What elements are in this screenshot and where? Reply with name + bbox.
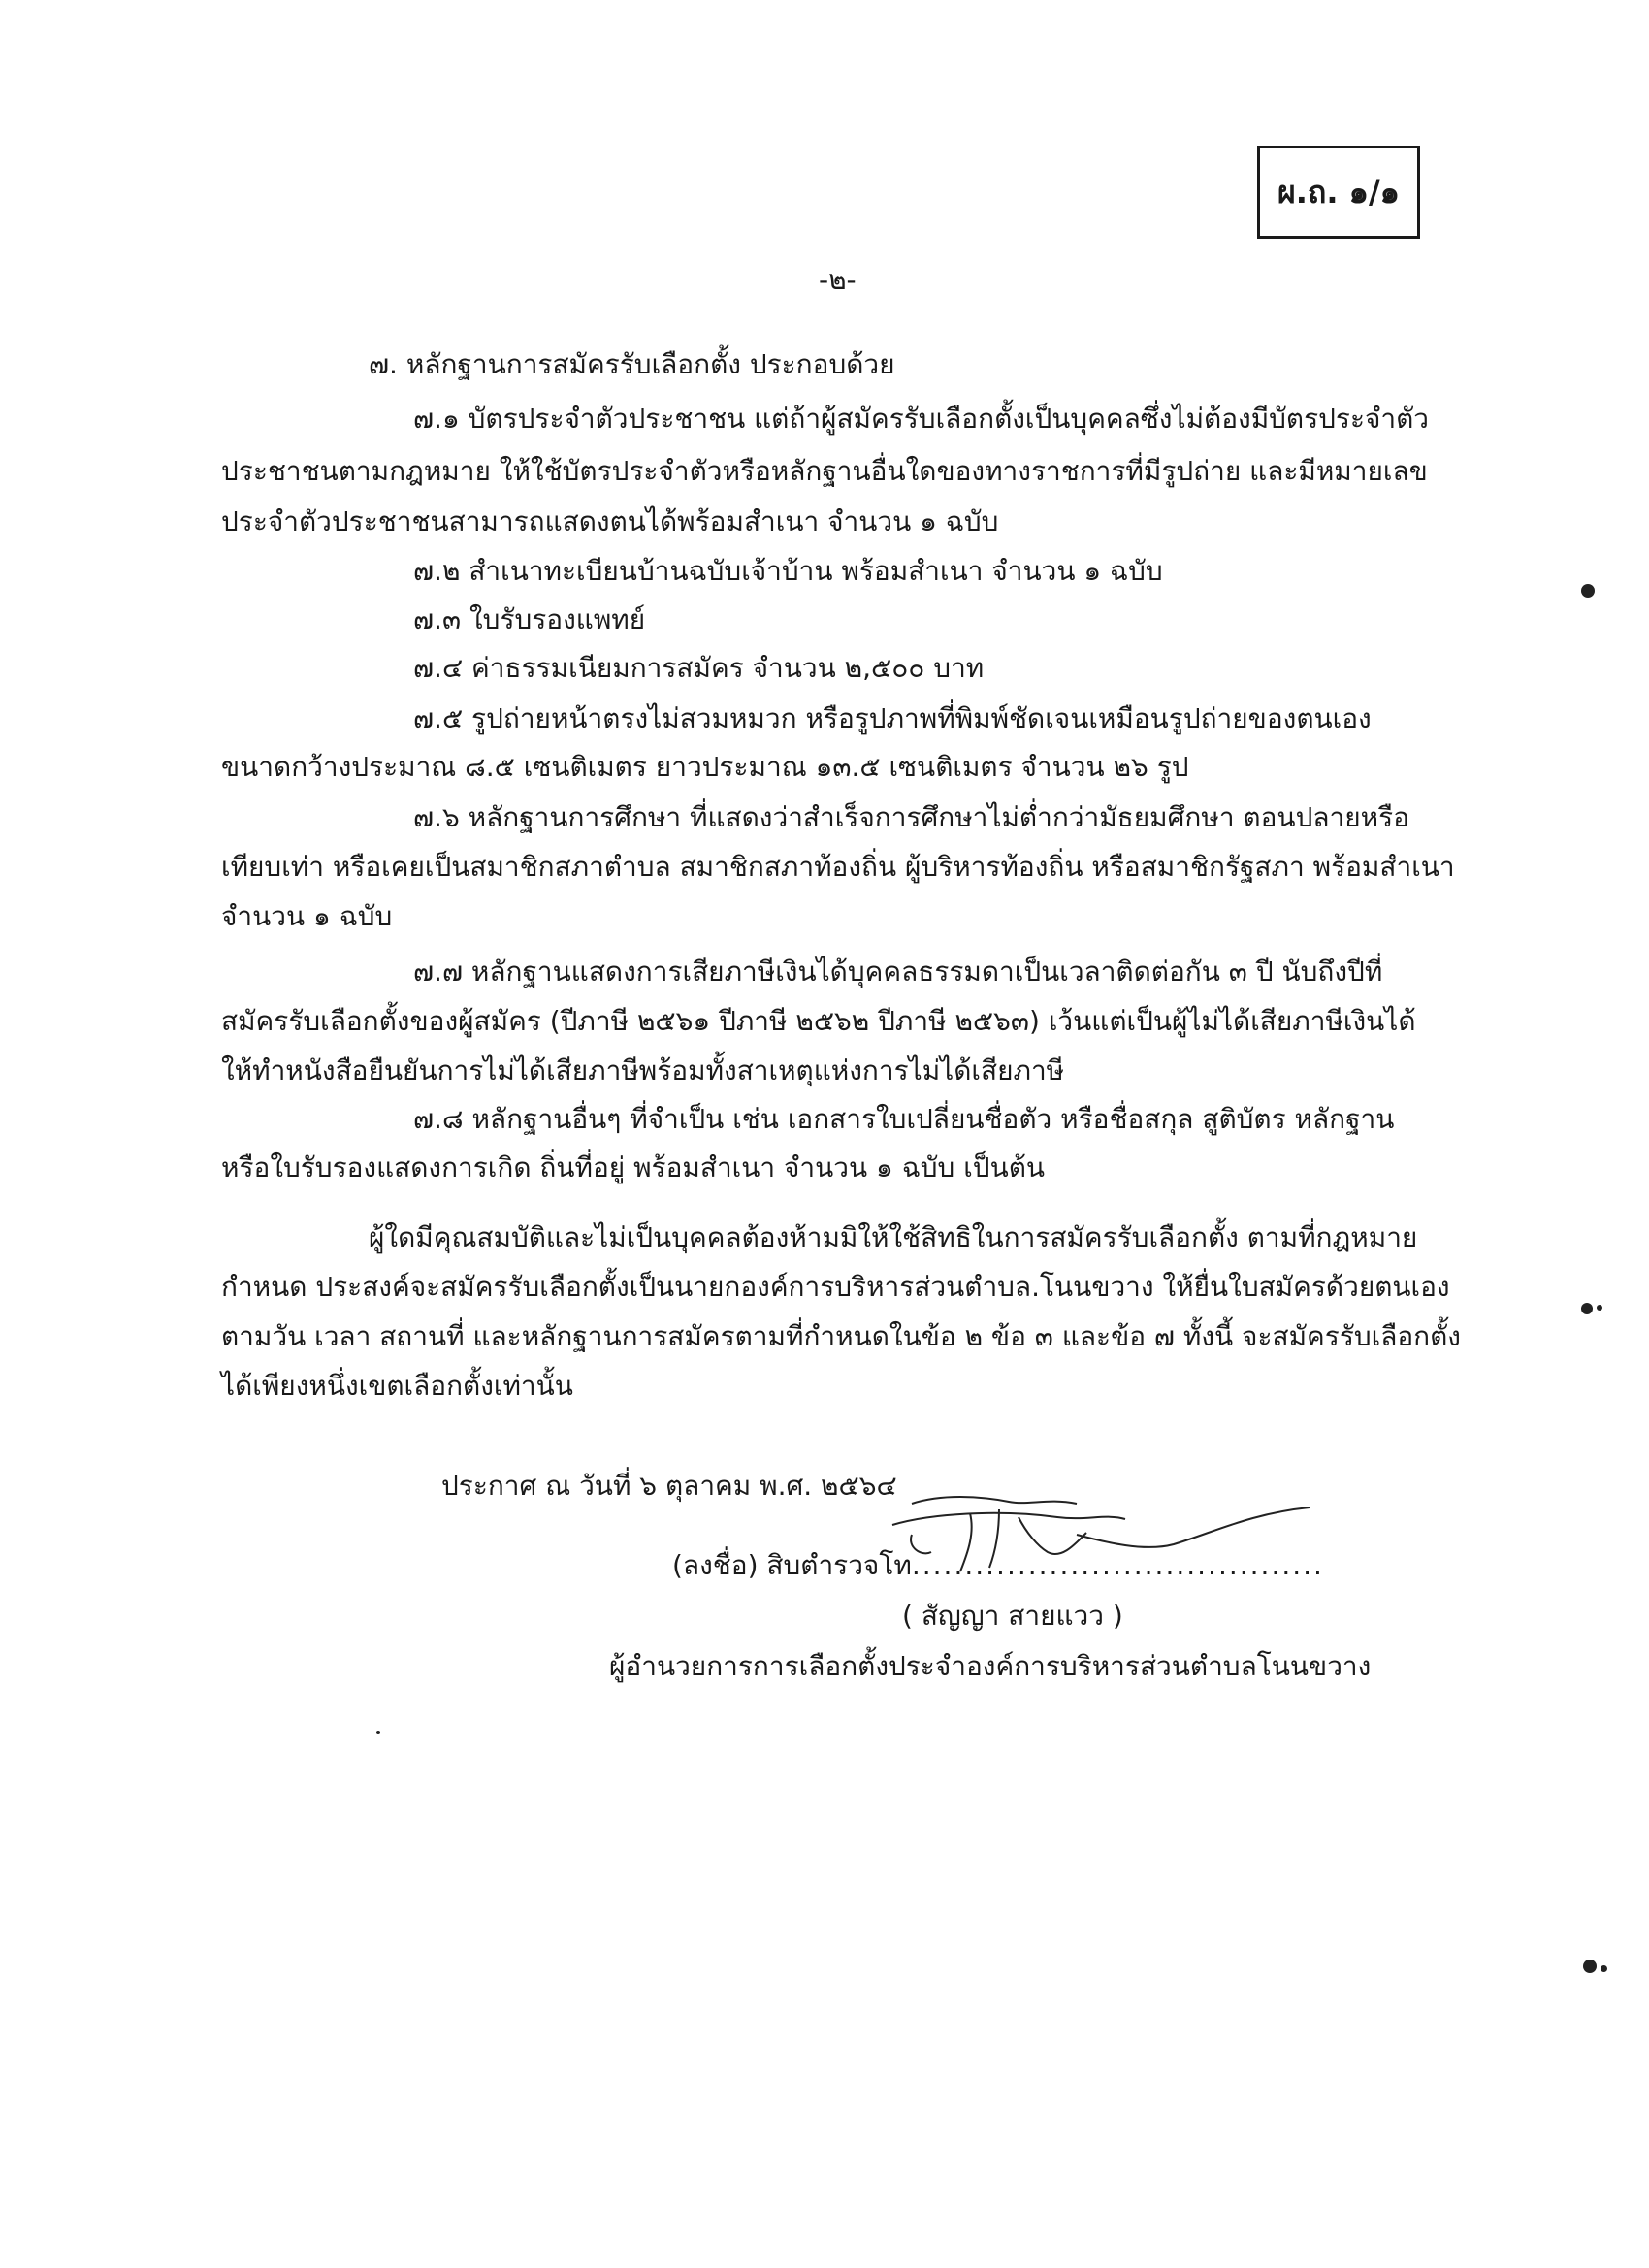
item-7-7-line-2: สมัครรับเลือกตั้งของผู้สมัคร (ปีภาษี ๒๕๖๑ ปีภาษี ๒๕๖๒ ปีภาษี ๒๕๖๓) เว้นแต่เป็นผู้ไม่ได้เสียภาษีเงินได้	[221, 1005, 1416, 1037]
item-7-4: ๗.๔ ค่าธรรมเนียมการสมัคร จำนวน ๒,๕๐๐ บาท	[413, 652, 985, 684]
item-7-6-line-3: จำนวน ๑ ฉบับ	[221, 900, 393, 932]
scan-speck	[1597, 1305, 1602, 1311]
sign-line-label: (ลงชื่อ) สิบตำรวจโท	[672, 1549, 912, 1581]
item-7-7-line-3: ให้ทำหนังสือยืนยันการไม่ได้เสียภาษีพร้อมทั้งสาเหตุแห่งการไม่ได้เสียภาษี	[221, 1054, 1065, 1086]
item-7-8-line-1: ๗.๘ หลักฐานอื่นๆ ที่จำเป็น เช่น เอกสารใบเปลี่ยนชื่อตัว หรือชื่อสกุล สูติบัตร หลักฐาน	[413, 1103, 1395, 1135]
item-7-6-line-2: เทียบเท่า หรือเคยเป็นสมาชิกสภาตำบล สมาชิกสภาท้องถิ่น ผู้บริหารท้องถิ่น หรือสมาชิกรัฐสภา พร้อมสำเนา	[221, 851, 1455, 883]
signer-position: ผู้อำนวยการการเลือกตั้งประจำองค์การบริหารส่วนตำบลโนนขวาง	[609, 1650, 1372, 1682]
announce-date: ประกาศ ณ วันที่ ๖ ตุลาคม พ.ศ. ๒๕๖๔	[441, 1470, 897, 1502]
item-7-3: ๗.๓ ใบรับรองแพทย์	[413, 603, 646, 635]
sign-line-dots: .......................................	[911, 1549, 1324, 1581]
page-number: -๒-	[819, 264, 857, 296]
scan-speck	[1581, 1303, 1593, 1314]
closing-line-2: กำหนด ประสงค์จะสมัครรับเลือกตั้งเป็นนายกองค์การบริหารส่วนตำบล.โนนขวาง ให้ยื่นใบสมัครด้วยตนเอง	[221, 1271, 1450, 1303]
item-7-1-line-2: ประชาชนตามกฎหมาย ให้ใช้บัตรประจำตัวหรือหลักฐานอื่นใดของทางราชการที่มีรูปถ่าย และมีหมายเลข	[221, 455, 1428, 487]
scan-speck	[1600, 1965, 1607, 1972]
item-7-7-line-1: ๗.๗ หลักฐานแสดงการเสียภาษีเงินได้บุคคลธรรมดาเป็นเวลาติดต่อกัน ๓ ปี นับถึงปีที่	[413, 956, 1383, 988]
signature-stroke-1	[912, 1497, 1077, 1504]
item-7-8-line-2: หรือใบรับรองแสดงการเกิด ถิ่นที่อยู่ พร้อมสำเนา จำนวน ๑ ฉบับ เป็นต้น	[221, 1151, 1046, 1183]
closing-line-4: ได้เพียงหนึ่งเขตเลือกตั้งเท่านั้น	[221, 1370, 573, 1402]
form-code-box	[1257, 146, 1420, 239]
item-7-5-line-2: ขนาดกว้างประมาณ ๘.๕ เซนติเมตร ยาวประมาณ ๑๓.๕ เซนติเมตร จำนวน ๒๖ รูป	[221, 751, 1189, 783]
signature-stroke-2	[892, 1513, 1125, 1525]
handwritten-signature	[854, 1474, 1319, 1601]
item-7-6-line-1: ๗.๖ หลักฐานการศึกษา ที่แสดงว่าสำเร็จการศึกษาไม่ต่ำกว่ามัธยมศึกษา ตอนปลายหรือ	[413, 801, 1409, 833]
item-7-1-line-1: ๗.๑ บัตรประจำตัวประชาชน แต่ถ้าผู้สมัครรับเลือกตั้งเป็นบุคคลซึ่งไม่ต้องมีบัตรประจำตัว	[413, 403, 1430, 435]
sign-line	[672, 1549, 1324, 1581]
form-code: ผ.ถ. ๑/๑	[1277, 173, 1400, 211]
section-heading: ๗. หลักฐานการสมัครรับเลือกตั้ง ประกอบด้วย	[369, 348, 895, 380]
item-7-5-line-1: ๗.๕ รูปถ่ายหน้าตรงไม่สวมหมวก หรือรูปภาพที่พิมพ์ชัดเจนเหมือนรูปถ่ายของตนเอง	[413, 702, 1372, 734]
scan-speck	[376, 1731, 380, 1734]
closing-line-3: ตามวัน เวลา สถานที่ และหลักฐานการสมัครตามที่กำหนดในข้อ ๒ ข้อ ๓ และข้อ ๗ ทั้งนี้ จะสมัครรับเลือกตั้ง	[221, 1320, 1461, 1352]
item-7-1-line-3: ประจำตัวประชาชนสามารถแสดงตนได้พร้อมสำเนา จำนวน ๑ ฉบับ	[221, 505, 999, 537]
signer-name: ( สัญญา สายแวว )	[902, 1600, 1123, 1632]
item-7-2: ๗.๒ สำเนาทะเบียนบ้านฉบับเจ้าบ้าน พร้อมสำเนา จำนวน ๑ ฉบับ	[413, 555, 1163, 587]
scan-speck	[1581, 584, 1595, 598]
scan-speck	[1583, 1960, 1597, 1973]
signature-tail	[1077, 1507, 1310, 1547]
closing-line-1: ผู้ใดมีคุณสมบัติและไม่เป็นบุคคลต้องห้ามมิให้ใช้สิทธิในการสมัครรับเลือกตั้ง ตามที่กฎหมาย	[369, 1221, 1418, 1253]
